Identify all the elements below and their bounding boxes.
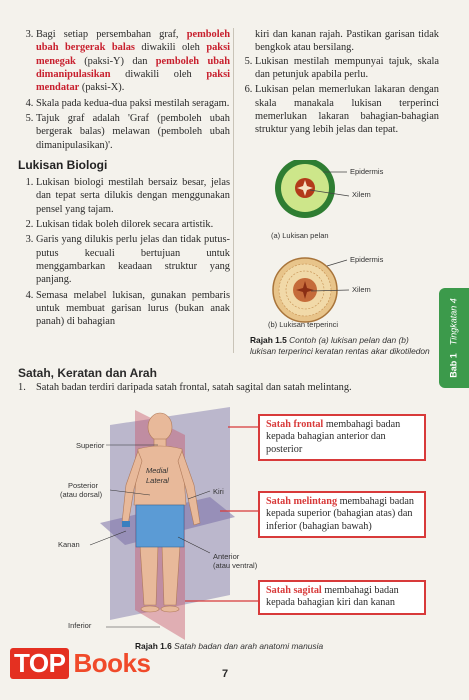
form-label: Tingkatan 4 bbox=[449, 298, 459, 346]
watermark-books: Books bbox=[73, 648, 151, 678]
bio-rule-5: 5. Lukisan mestilah mempunyai tajuk, skala dan petunjuk apabila perlu. bbox=[255, 55, 439, 82]
bio-rule-4: 4. Semasa melabel lukisan, gunakan pembaris untuk membuat garisan lurus (bukan anak panah) di bahagian bbox=[36, 289, 230, 329]
label-medial: Medial bbox=[146, 466, 169, 475]
term-vertical-axis: paksi menegak bbox=[36, 42, 230, 67]
figure-1-6-caption bbox=[135, 641, 323, 652]
label-anterior: Anterior bbox=[213, 552, 240, 561]
label-epidermis-a: Epidermis bbox=[350, 167, 384, 176]
text: (paksi-Y) dan bbox=[75, 55, 156, 67]
callout-sagittal-title: Satah sagital bbox=[266, 585, 322, 596]
label-anterior-sub: (atau ventral) bbox=[213, 561, 258, 570]
term-horizontal-axis: paksi mendatar bbox=[36, 68, 230, 94]
label-detailed-drawing: (b) Lukisan terperinci bbox=[268, 320, 339, 329]
graph-rule-3 bbox=[36, 28, 230, 95]
figure-root-cross-section bbox=[265, 160, 425, 335]
page-number: 7 bbox=[222, 668, 229, 680]
label-plan-drawing: (a) Lukisan pelan bbox=[271, 231, 329, 240]
section-title-planes: Satah, Keratan dan Arah bbox=[18, 366, 157, 380]
label-inferior: Inferior bbox=[68, 621, 92, 630]
section-title-bio-drawing: Lukisan Biologi bbox=[18, 157, 108, 172]
caption-text-2: Satah badan dan arah anatomi manusia bbox=[174, 641, 324, 651]
label-posterior: Posterior bbox=[68, 481, 99, 490]
bio-drawing-list-cont bbox=[237, 55, 439, 137]
callout-frontal-title: Satah frontal bbox=[266, 419, 324, 430]
label-xilem-a: Xilem bbox=[352, 190, 371, 199]
graph-rules-list bbox=[18, 28, 230, 152]
bio-rule-3: 3. Garis yang dilukis perlu jelas dan tidak putus-putus kecuali bertujuan untuk menggambarkan keadaan struktur yang panjang. bbox=[36, 233, 230, 286]
chapter-label: Bab 1 bbox=[449, 353, 459, 378]
plan-drawing bbox=[275, 160, 349, 218]
bio-drawing-list bbox=[18, 176, 230, 328]
column-divider bbox=[233, 28, 234, 353]
topbooks-watermark bbox=[10, 648, 150, 679]
shorts bbox=[136, 505, 184, 547]
left-column bbox=[18, 28, 230, 331]
graph-rule-5: 5. Tajuk graf adalah 'Graf (pemboleh ubah bergerak balas) melawan (pemboleh ubah dimanipulasikan)'. bbox=[36, 112, 230, 152]
label-lateral: Lateral bbox=[146, 476, 169, 485]
caption-text: Contoh (a) lukisan pelan dan (b) lukisan terperinci keratan rentas akar dikotiledon bbox=[250, 335, 430, 356]
chapter-tab bbox=[439, 288, 469, 388]
label-kiri: Kiri bbox=[213, 487, 224, 496]
bio-rule-2: 2. Lukisan tidak boleh dilorek secara artistik. bbox=[36, 218, 230, 231]
watermark-top: TOP bbox=[10, 648, 69, 679]
graph-rule-4: 4. Skala pada kedua-dua paksi mestilah seragam. bbox=[36, 97, 230, 110]
watch bbox=[122, 521, 130, 527]
callout-frontal-plane bbox=[258, 414, 426, 461]
callout-transverse-title: Satah melintang bbox=[266, 496, 338, 507]
continued-text: kiri dan kanan rajah. Pastikan garisan tidak bengkok atau bersilang. bbox=[255, 29, 439, 54]
callout-transverse-text: membahagi badan kepada superior (bahagian atas) dan inferior (bahagian bawah) bbox=[266, 496, 414, 532]
label-superior: Superior bbox=[76, 441, 105, 450]
term-responding-variable: pemboleh ubah bergerak balas bbox=[36, 29, 230, 54]
callout-frontal-text: membahagi badan kepada bahagian anterior dan posterior bbox=[266, 419, 401, 455]
callout-sagittal-plane bbox=[258, 580, 426, 615]
detailed-drawing bbox=[273, 258, 349, 322]
text: diwakili oleh bbox=[110, 68, 207, 80]
caption-number: Rajah 1.5 bbox=[250, 335, 287, 345]
planes-intro-text: Satah badan terdiri daripada satah frontal, satah sagital dan satah melintang. bbox=[36, 382, 352, 393]
callout-transverse-plane bbox=[258, 491, 426, 538]
caption-number-2: Rajah 1.6 bbox=[135, 641, 172, 651]
bio-rule-1: 1. Lukisan biologi mestilah bersaiz besar, jelas dan tepat serta dilukis dengan menggunakan pensel yang tajam. bbox=[36, 176, 230, 216]
text: diwakili oleh bbox=[134, 42, 207, 54]
right-column bbox=[237, 28, 439, 139]
label-epidermis-b: Epidermis bbox=[350, 255, 384, 264]
text: Bagi setiap persembahan graf, bbox=[36, 29, 187, 40]
bio-rule-6: 6. Lukisan pelan memerlukan lakaran dengan skala manakala lukisan terperinci memerlukan lakaran bahagian-bahagian struktur yang lebih jelas dan tepat. bbox=[255, 83, 439, 136]
term-manipulated-variable: pemboleh ubah dimanipulasikan bbox=[36, 55, 230, 80]
label-xilem-b: Xilem bbox=[352, 285, 371, 294]
text: (paksi-X). bbox=[79, 82, 125, 94]
planes-intro: 1. Satah badan terdiri daripada satah frontal, satah sagital dan satah melintang. bbox=[18, 382, 352, 393]
callout-sagittal-text: membahagi badan kepada bahagian kiri dan kanan bbox=[266, 585, 399, 609]
label-kanan: Kanan bbox=[58, 540, 80, 549]
figure-1-5-caption bbox=[250, 335, 436, 356]
label-posterior-sub: (atau dorsal) bbox=[60, 490, 103, 499]
